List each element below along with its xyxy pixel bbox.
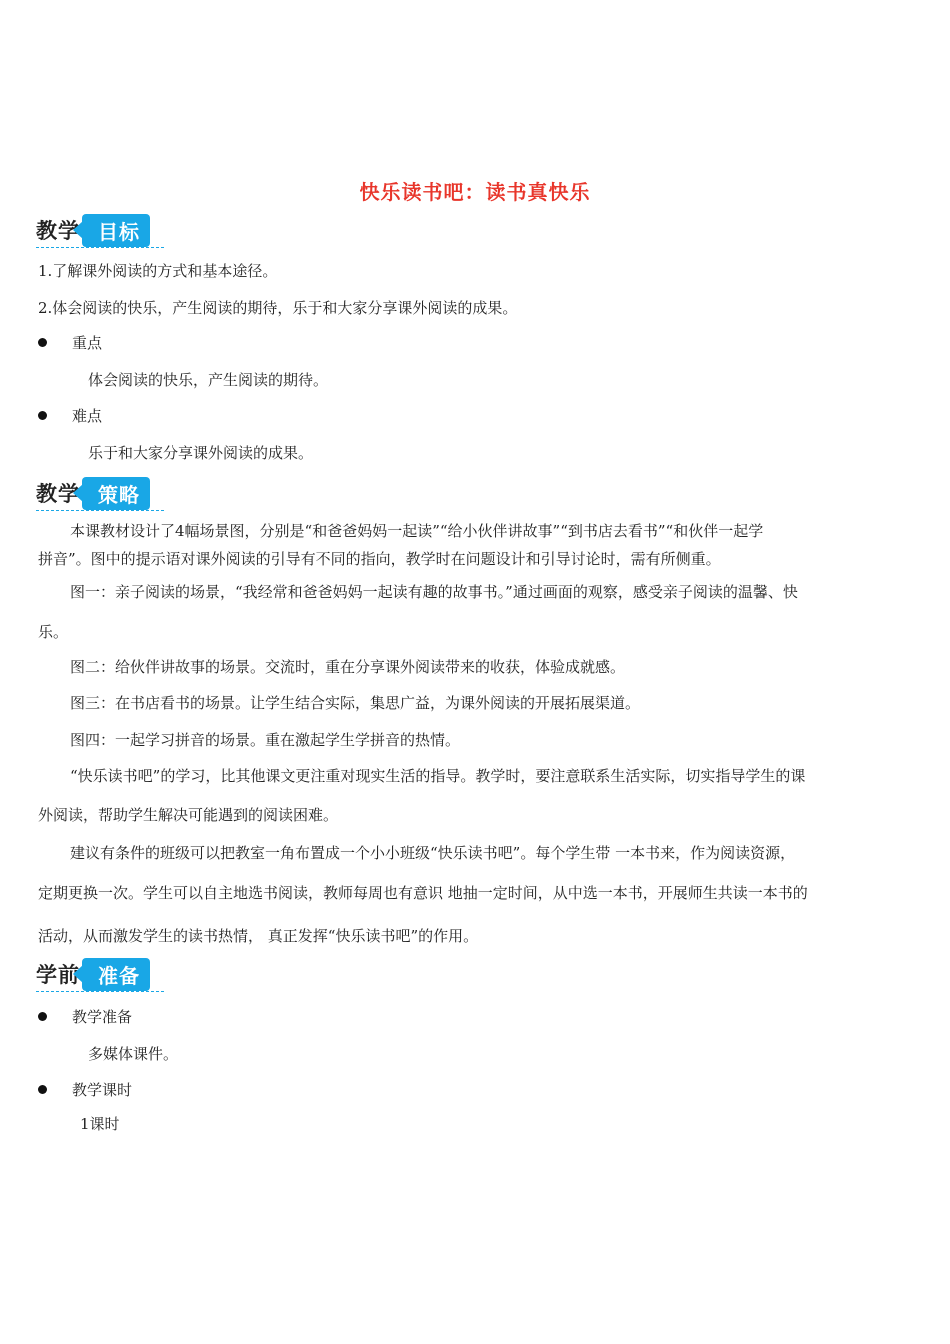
strategy-line: “快乐读书吧”的学习，比其他课文更注重对现实生活的指导。教学时，要注意联系生活实际，切实指导学生的课	[70, 767, 806, 785]
strategy-line: 图一：亲子阅读的场景，“我经常和爸爸妈妈一起读有趣的故事书。”通过画面的观察，感受亲子阅读的温馨、快	[70, 583, 798, 601]
bullet-icon	[38, 338, 47, 347]
goal-item-1: 1.了解课外阅读的方式和基本途径。	[38, 262, 278, 280]
difficult-point-text: 乐于和大家分享课外阅读的成果。	[88, 444, 314, 462]
key-point-text: 体会阅读的快乐，产生阅读的期待。	[88, 371, 329, 389]
strategy-line: 图二：给伙伴讲故事的场景。交流时，重在分享课外阅读带来的收获，体验成就感。	[70, 658, 626, 676]
teaching-prep-text: 多媒体课件。	[88, 1045, 179, 1063]
section-header-prep	[36, 957, 150, 991]
strategy-line: 图四：一起学习拼音的场景。重在激起学生学拼音的热情。	[70, 731, 461, 749]
section-header-goals	[36, 213, 150, 247]
strategy-line: 外阅读，帮助学生解决可能遇到的阅读困难。	[38, 806, 339, 824]
bullet-icon	[38, 1012, 47, 1021]
section-header-prefix: 教学	[36, 219, 80, 243]
strategy-line: 本课教材设计了4幅场景图，分别是“和爸爸妈妈一起读”“给小伙伴讲故事”“到书店去看书”“和伙伴一起学	[70, 522, 764, 540]
strategy-line: 建议有条件的班级可以把教室一角布置成一个小小班级“快乐读书吧”。每个学生带 一本书来，作为阅读资源，	[70, 844, 796, 862]
strategy-line: 图三：在书店看书的场景。让学生结合实际，集思广益，为课外阅读的开展拓展渠道。	[70, 694, 641, 712]
difficult-point-label: 难点	[72, 407, 103, 425]
teaching-prep-label: 教学准备	[72, 1008, 133, 1026]
section-divider	[36, 510, 164, 511]
bullet-icon	[38, 1085, 47, 1094]
section-header-strategy	[36, 476, 150, 510]
teaching-hours-text: 1课时	[80, 1115, 120, 1133]
goal-item-2: 2.体会阅读的快乐，产生阅读的期待，乐于和大家分享课外阅读的成果。	[38, 299, 518, 317]
page-title: 快乐读书吧：读书真快乐	[359, 180, 591, 204]
section-header-tag: 策略	[82, 477, 150, 510]
strategy-line: 乐。	[38, 623, 69, 641]
key-point-label: 重点	[72, 334, 103, 352]
section-header-tag: 目标	[82, 214, 150, 247]
section-header-tag: 准备	[82, 958, 150, 991]
section-divider	[36, 247, 164, 248]
teaching-hours-label: 教学课时	[72, 1081, 133, 1099]
bullet-icon	[38, 411, 47, 420]
section-divider	[36, 991, 164, 992]
strategy-line: 活动，从而激发学生的读书热情， 真正发挥“快乐读书吧”的作用。	[38, 927, 479, 945]
strategy-line: 拼音”。图中的提示语对课外阅读的引导有不同的指向，教学时在问题设计和引导讨论时，需有所侧重。	[38, 550, 721, 568]
section-header-prefix: 教学	[36, 482, 80, 506]
section-header-prefix: 学前	[36, 963, 80, 987]
strategy-line: 定期更换一次。学生可以自主地选书阅读，教师每周也有意识 地抽一定时间，从中选一本书，开展师生共读一本书的	[38, 884, 808, 902]
